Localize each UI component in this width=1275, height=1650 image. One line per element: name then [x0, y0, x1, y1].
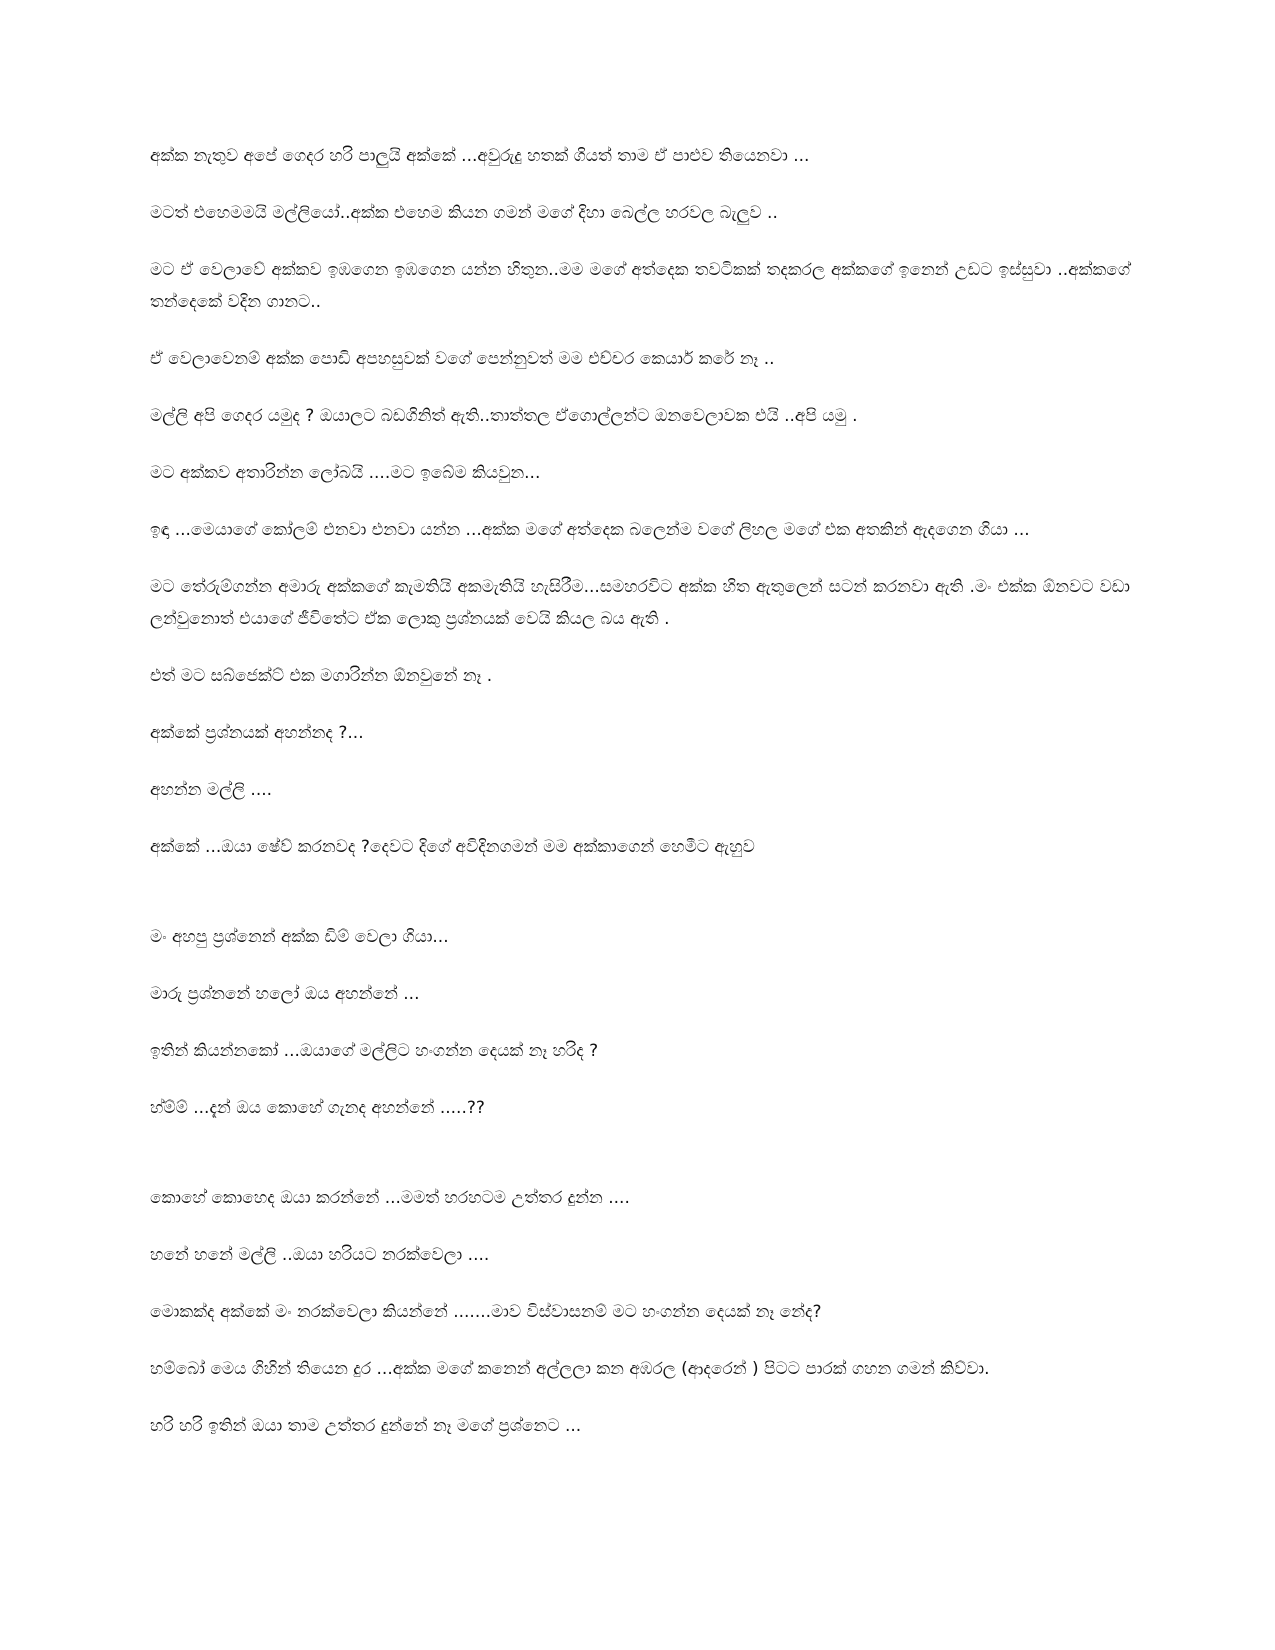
- paragraph: මොකක්ද අක්කේ මං නරක්වෙලා කියන්නේ .......මාව විස්වාසනම් මට හංගන්න දෙයක් නෑ නේද?: [150, 1302, 822, 1322]
- text-column: [150, 140, 1130, 1467]
- paragraph: ඒ වෙලාවෙනම් අක්ක පොඩි අපහසුවක් වගේ පෙන්නුවත් මම එච්චර කෙයාර් කරේ නෑ ..: [150, 349, 775, 369]
- paragraph: ඉතින් කියන්නකෝ ...ඔයාගේ මල්ලිට හංගන්න දෙයක් නෑ හරිද ?: [150, 1041, 599, 1061]
- paragraph: හම්බෝ මෙය ගිහින් තියෙන දුර ...අක්ක මගේ කනෙන් අල්ලලා කන අඹරල (ආදරෙන් ) පිටට පාරක් ගහන ගමන් කිව්වා.: [150, 1359, 990, 1379]
- paragraph: මටත් එහෙමමයි මල්ලියෝ..අක්ක එහෙම කියන ගමන් මගේ දිහා බෙල්ල හරවල බැලුව ..: [150, 203, 778, 223]
- paragraph: හ්ම්ම් ...දැන් ඔය කොහේ ගැනද අහන්නේ .....??: [150, 1098, 485, 1118]
- paragraph: අක්කේ ප්‍රශ්නයක් අහන්නද ?...: [150, 723, 364, 743]
- paragraph: මං අහපු ප්‍රශ්නෙන් අක්ක ඩිම් වෙලා ගියා...: [150, 927, 449, 947]
- paragraph: හරි හරි ඉතින් ඔයා තාම උත්තර දුන්නේ නෑ මගේ ප්‍රශ්නෙට ...: [150, 1416, 582, 1436]
- paragraph: අහන්න මල්ලි ....: [150, 780, 273, 800]
- paragraph: මට තේරුම්ගන්න අමාරු අක්කගේ කැමතියි අකමැතියි හැසිරීම...සමහරවිට අක්ක හිත ඇතුලෙන් සටන් කරනවා ඇති .මං එක්ක ඕනවට වඩා ලන්වුනොත් එයාගේ ජීවිතේට ඒක ලොකු ප්‍රශ්නයක් වෙයි කියල බය ඇති .: [150, 577, 1130, 629]
- paragraph: මට ඒ වෙලාවේ අක්කව ඉඹගෙන ඉඹගෙන යන්න හිතුන..මම මගේ අත්දෙක තවටිකක් තදකරල අක්කගේ ඉනෙන් උඩට ඉස්සුවා ..අක්කගේ තන්දෙකේ වදින ගානට..: [150, 260, 1130, 312]
- paragraph: හනේ හනේ මල්ලි ..ඔයා හරියට නරක්වෙලා ....: [150, 1245, 490, 1265]
- paragraph: එත් මට සබ්ජෙක්ට් එක මගාරින්න ඕනවුනේ නෑ .: [150, 666, 493, 686]
- paragraph: මට අක්කව අතාරින්න ලෝබයි ....මට ඉබේම කියවුන...: [150, 463, 541, 483]
- paragraph: අක්කේ ...ඔයා ෂේව් කරනවද ?දෙවට දිගේ අවිදිනගමන් මම අක්කාගෙන් හෙමීට ඇහුව: [150, 837, 755, 857]
- paragraph: මල්ලි අපි ගෙදර යමුද ? ඔයාලට බඩගිනිත් ඇති..තාත්තල ඒගොල්ලන්ට ඔනවෙලාවක එයි ..අපි යමු .: [150, 406, 858, 426]
- paragraph: අක්ක නැතුව අපේ ගෙදර හරි පාලුයි අක්කේ ...අවුරුදු හතක් ගියත් තාම ඒ පාළුව තියෙනවා ...: [150, 146, 810, 166]
- paragraph: මාරු ප්‍රශ්නනේ හලෝ ඔය අහන්නේ ...: [150, 984, 420, 1004]
- paragraph: ඉඳා ...මෙයාගේ කෝලම් එනවා එනවා යන්න ...අක්ක මගේ අත්දෙක බලෙන්ම වගේ ලිහල මගේ එක අතකින් ඇදගෙන ගියා ...: [150, 520, 1030, 540]
- paragraph: කොහේ කොහෙද ඔයා කරන්නේ ...මමත් හරහටම උත්තර දුන්න ....: [150, 1188, 630, 1208]
